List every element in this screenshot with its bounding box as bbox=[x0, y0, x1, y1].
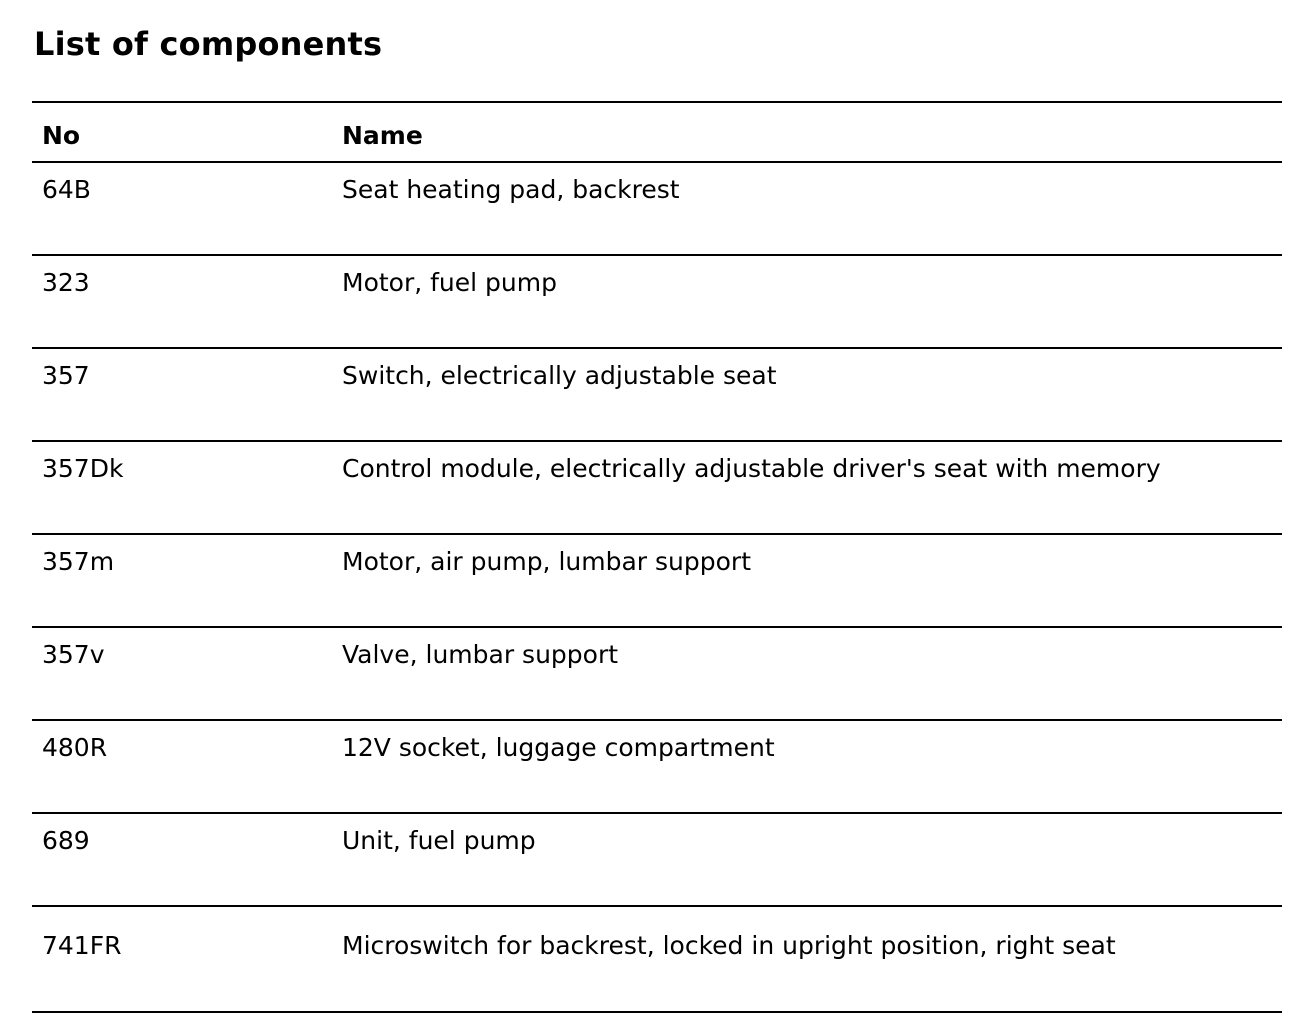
cell-name: Switch, electrically adjustable seat bbox=[342, 361, 777, 390]
cell-no: 357m bbox=[42, 547, 115, 576]
cell-name: Valve, lumbar support bbox=[342, 640, 619, 669]
cell-name: Motor, fuel pump bbox=[342, 268, 557, 297]
table-row bbox=[32, 163, 1282, 256]
table-row bbox=[32, 349, 1282, 442]
cell-name: Microswitch for backrest, locked in upright position, right seat bbox=[342, 931, 1116, 960]
table-row bbox=[32, 721, 1282, 814]
cell-no: 357Dk bbox=[42, 454, 124, 483]
table-row bbox=[32, 256, 1282, 349]
table-row bbox=[32, 907, 1282, 1013]
column-header-no: No bbox=[42, 121, 81, 150]
cell-name: Motor, air pump, lumbar support bbox=[342, 547, 751, 576]
table-row bbox=[32, 814, 1282, 907]
cell-no: 689 bbox=[42, 826, 90, 855]
table-row bbox=[32, 628, 1282, 721]
cell-no: 357v bbox=[42, 640, 105, 669]
cell-no: 357 bbox=[42, 361, 90, 390]
table-header-row bbox=[32, 103, 1282, 163]
cell-name: Control module, electrically adjustable driver's seat with memory bbox=[342, 454, 1161, 483]
table-row bbox=[32, 442, 1282, 535]
cell-no: 64B bbox=[42, 175, 91, 204]
components-table bbox=[32, 101, 1282, 1013]
cell-no: 741FR bbox=[42, 931, 122, 960]
column-header-name: Name bbox=[342, 121, 423, 150]
cell-name: Seat heating pad, backrest bbox=[342, 175, 680, 204]
cell-no: 323 bbox=[42, 268, 90, 297]
cell-no: 480R bbox=[42, 733, 108, 762]
cell-name: Unit, fuel pump bbox=[342, 826, 536, 855]
page-title: List of components bbox=[34, 25, 383, 63]
cell-name: 12V socket, luggage compartment bbox=[342, 733, 775, 762]
table-row bbox=[32, 535, 1282, 628]
